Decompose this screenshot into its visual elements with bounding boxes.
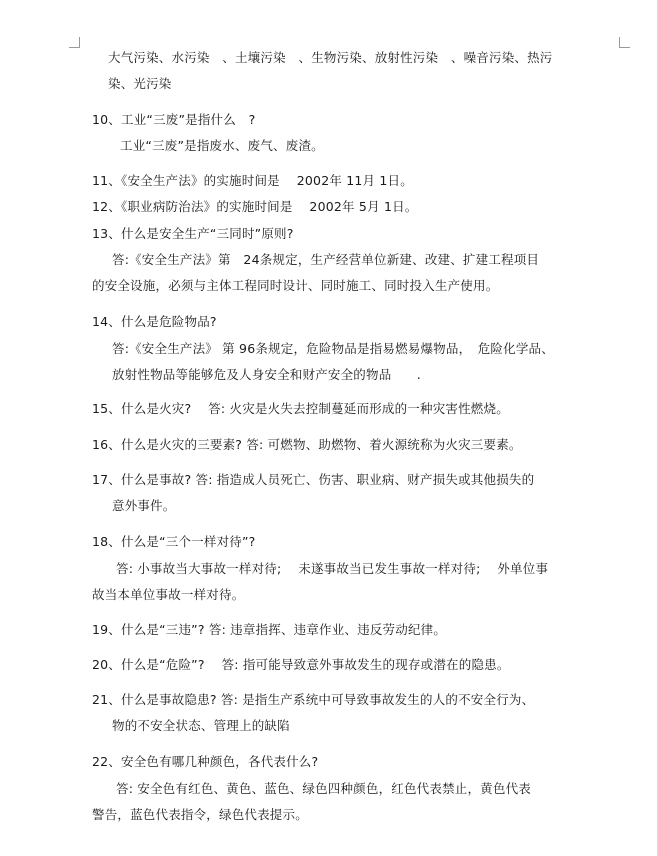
question-22: 22、安全色有哪几种颜色，各代表什么? [92,754,319,769]
answer-13: 答:《安全生产法》第 24条规定，生产经营单位新建、改建、扩建工程项目 [112,252,540,267]
question-12: 12、《职业病防治法》的实施时间是 2002年 5月 1日。 [92,199,418,214]
answer-14: 答:《安全生产法》 第 96条规定，危险物品是指易燃易爆物品， 危险化学品、 [112,341,554,356]
answer-18-cont: 故当本单位事故一样对待。 [92,587,245,602]
answer-22-cont: 警告，蓝色代表指令，绿色代表提示。 [92,807,308,822]
margin-corner-mark [619,37,630,48]
question-21: 21、什么是事故隐患? 答: 是指生产系统中可导致事故发生的人的不安全行为、 [92,692,535,707]
question-18: 18、什么是“三个一样对待”? [92,534,256,549]
answer-14-cont: 放射性物品等能够危及人身安全和财产安全的物品 . [112,367,421,382]
question-16: 16、什么是火灾的三要素? 答: 可燃物、助燃物、着火源统称为火灾三要素。 [92,437,522,452]
question-20: 20、什么是“危险”? 答: 指可能导致意外事故发生的现存或潜在的隐患。 [92,657,510,672]
question-15: 15、什么是火灾? 答: 火灾是火失去控制蔓延而形成的一种灾害性燃烧。 [92,401,509,416]
question-19: 19、什么是“三违”? 答: 违章指挥、违章作业、违反劳动纪律。 [92,622,447,637]
text-line: 染、光污染 [108,76,172,91]
answer-10: 工业“三废”是指废水、废气、废渣。 [120,138,324,153]
answer-21-cont: 物的不安全状态、管理上的缺陷 [112,718,290,733]
answer-13-cont: 的安全设施，必须与主体工程同时设计、同时施工、同时投入生产使用。 [92,278,499,293]
answer-18: 答: 小事故当大事故一样对待; 未遂事故当已发生事故一样对待; 外单位事 [116,561,549,576]
answer-22: 答: 安全色有红色、黄色、蓝色、绿色四种颜色，红色代表禁止，黄色代表 [116,781,531,796]
question-13: 13、什么是安全生产“三同时”原则? [92,226,294,241]
question-14: 14、什么是危险物品? [92,314,217,329]
answer-17-cont: 意外事件。 [112,498,176,513]
question-17: 17、什么是事故? 答: 指造成人员死亡、伤害、职业病、财产损失或其他损失的 [92,472,535,487]
margin-corner-mark [69,37,80,48]
text-line: 大气污染、水污染 、土壤污染 、生物污染、放射性污染 、噪音污染、热污 [108,50,553,65]
question-11: 11、《安全生产法》的实施时间是 2002年 11月 1日。 [92,173,413,188]
question-10: 10、工业“三废”是指什么 ? [92,112,256,127]
